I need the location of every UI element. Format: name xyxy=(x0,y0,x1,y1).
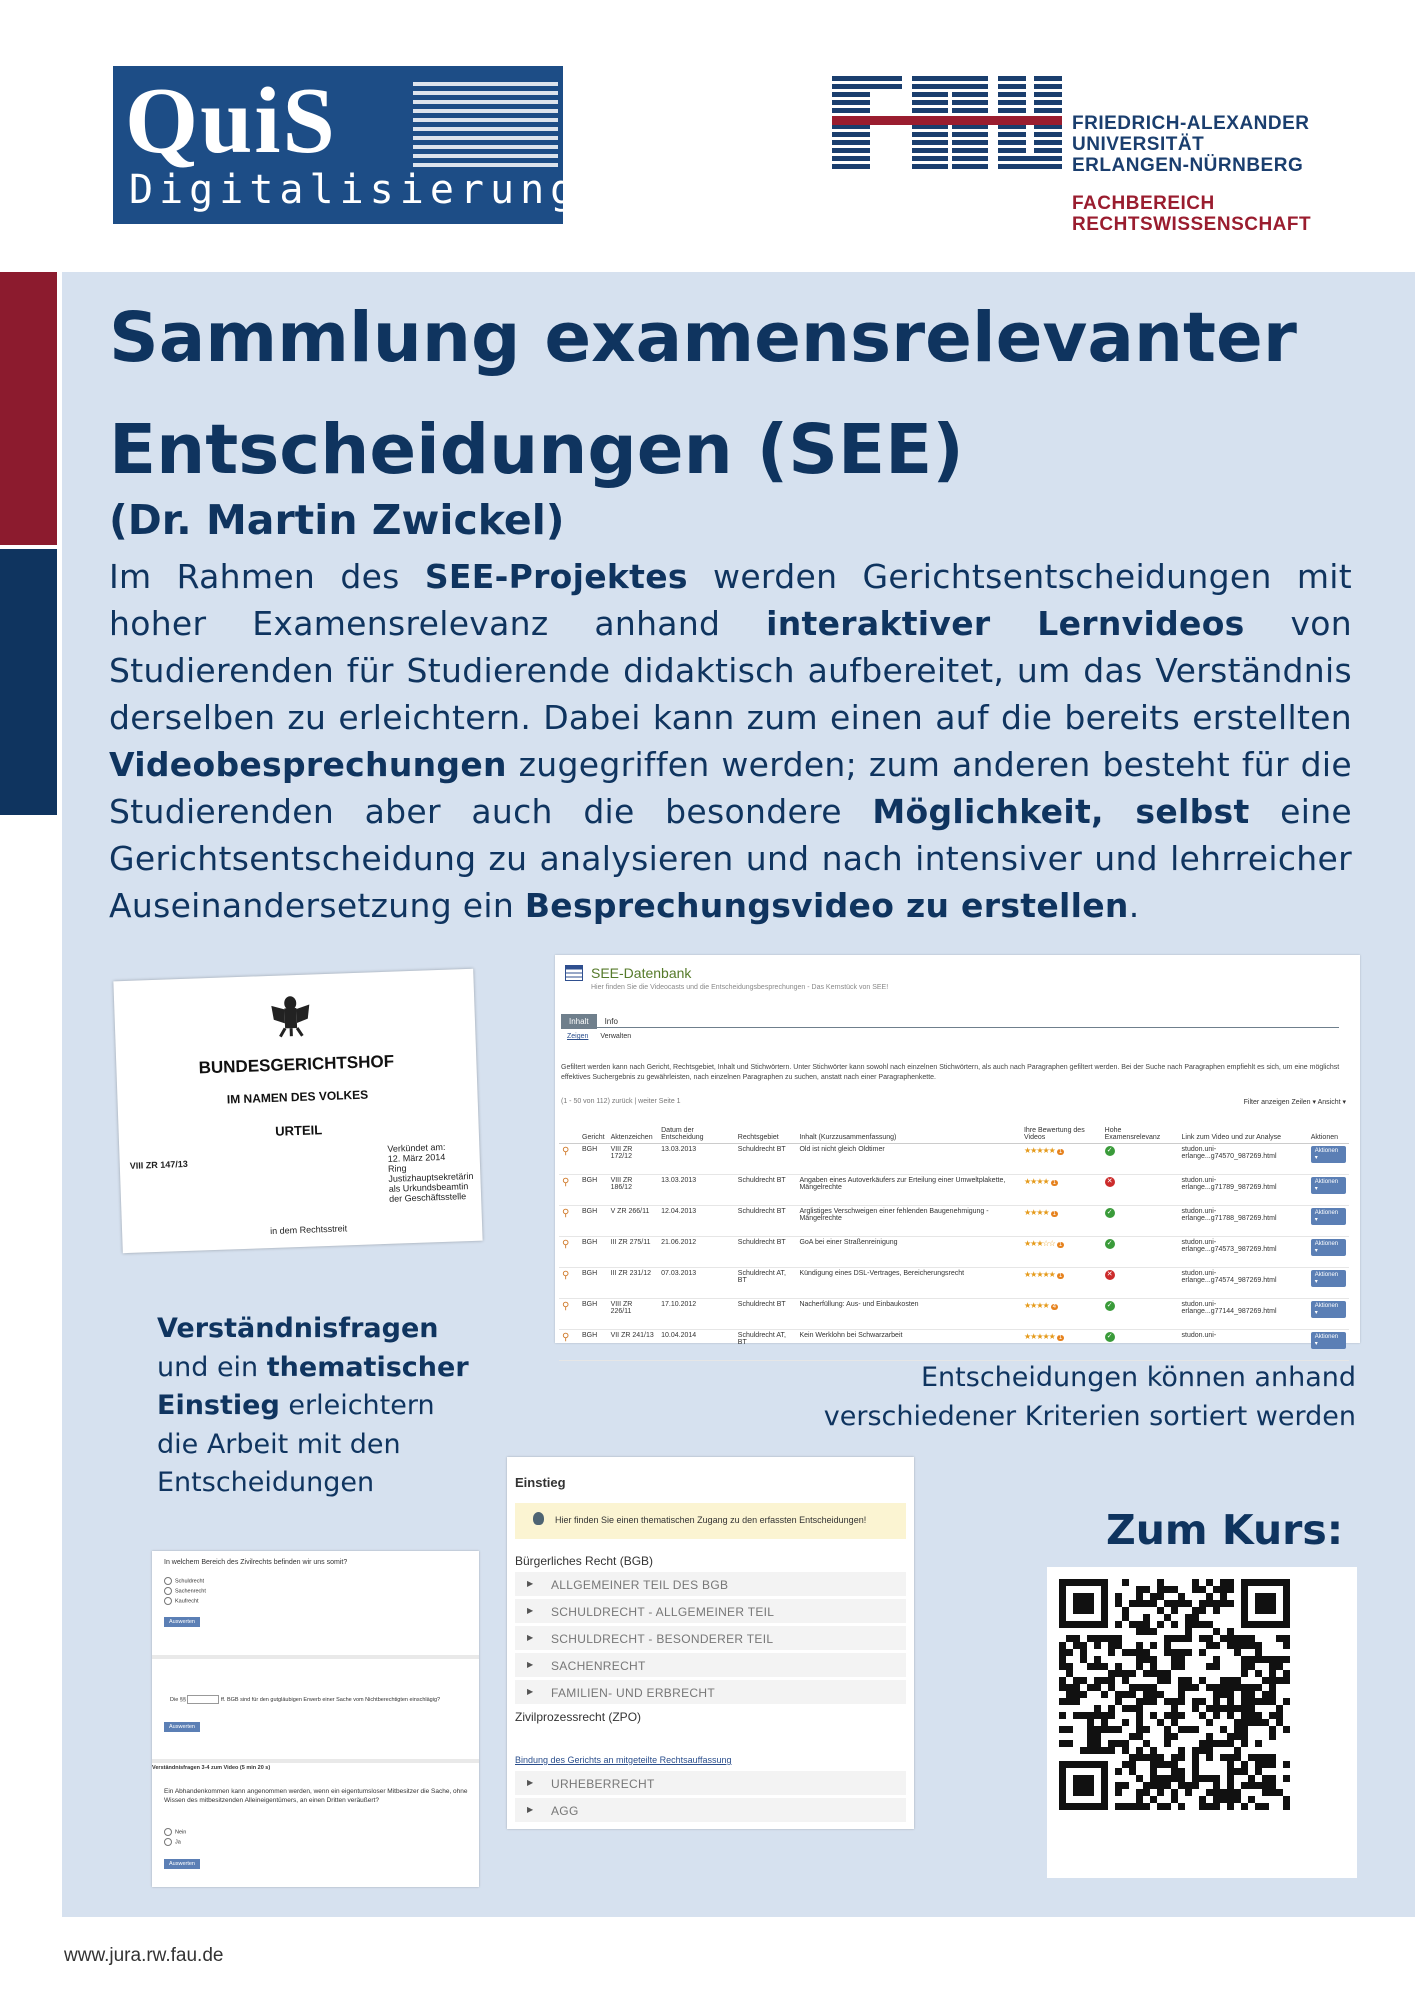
quiz-screenshot xyxy=(152,1551,479,1887)
table-row[interactable] xyxy=(559,1144,1349,1175)
rating-stars[interactable]: ★★★★★ xyxy=(1023,1270,1055,1279)
cell-aktenzeichen: III ZR 275/11 xyxy=(608,1237,659,1268)
bgh-rechtsstreit: in dem Rechtsstreit xyxy=(269,1223,348,1237)
einstieg-item-label: URHEBERRECHT xyxy=(551,1777,655,1791)
quiz-question: In welchem Bereich des Zivilrechts befinden wir uns somit? xyxy=(164,1559,348,1566)
aktionen-dropdown-button[interactable]: Aktionen ▾ xyxy=(1311,1239,1346,1256)
bgh-urteil: URTEIL xyxy=(274,1122,323,1139)
magnifier-icon[interactable]: ⚲ xyxy=(559,1330,579,1361)
check-circle-icon: ✓ xyxy=(1105,1208,1115,1218)
quis-logo-wordmark: QuiS xyxy=(125,69,337,173)
quiz-submit-button[interactable]: Auswerten xyxy=(164,1722,200,1732)
magnifier-icon[interactable]: ⚲ xyxy=(559,1175,579,1206)
cell-inhalt: Old ist nicht gleich Oldtimer xyxy=(796,1144,1021,1175)
col-inhalt[interactable]: Inhalt (Kurzzusammenfassung) xyxy=(796,1113,1021,1144)
see-db-pager[interactable]: (1 - 50 von 112) zurück | weiter Seite 1 xyxy=(561,1098,681,1105)
intro-bold: Möglichkeit, selbst xyxy=(872,792,1250,831)
verstaendnis-caption xyxy=(157,1310,469,1503)
cell-inhalt: GoA bei einer Straßenreinigung xyxy=(796,1237,1021,1268)
cell-aktionen xyxy=(1308,1299,1349,1330)
tab-inhalt[interactable]: Inhalt xyxy=(561,1014,597,1029)
cell-inhalt: Arglistiges Verschweigen einer fehlenden Baugenehmigung - Mängelrechte xyxy=(796,1206,1021,1237)
bgh-court-name: BUNDESGERICHTSHOF xyxy=(198,1051,395,1078)
cell-link[interactable]: studon.uni-erlange...g74570_987269.html xyxy=(1179,1144,1308,1175)
zpo-link[interactable]: Bindung des Gerichts an mitgeteilte Rechtsauffassung xyxy=(515,1755,732,1765)
intro-bold: interaktiver Lernvideos xyxy=(766,604,1245,643)
verst-text: die Arbeit mit den xyxy=(157,1428,401,1460)
cell-aktionen xyxy=(1308,1268,1349,1299)
einstieg-item-label: SACHENRECHT xyxy=(551,1659,646,1673)
quiz-option[interactable]: Ja xyxy=(164,1838,181,1846)
rating-count-badge: 1 xyxy=(1058,1335,1063,1341)
quiz-section-heading: Verständnisfragen 3-4 zum Video (5 min 20 s) xyxy=(152,1765,271,1771)
quiz-question xyxy=(170,1695,470,1704)
col-examensrelevanz[interactable]: Hohe Examensrelevanz xyxy=(1102,1113,1179,1144)
magnifier-icon[interactable]: ⚲ xyxy=(559,1144,579,1175)
fau-logo xyxy=(832,76,1062,172)
cell-link[interactable]: studon.uni-erlange...g77144_987269.html xyxy=(1179,1299,1308,1330)
accent-bar-red xyxy=(0,272,57,545)
col-link[interactable]: Link zum Video und zur Analyse xyxy=(1179,1113,1308,1144)
aktionen-dropdown-button[interactable]: Aktionen ▾ xyxy=(1311,1177,1346,1194)
intro-paragraph xyxy=(109,553,1352,929)
cell-datum: 17.10.2012 xyxy=(658,1299,735,1330)
cell-rechtsgebiet: Schuldrecht BT xyxy=(735,1299,797,1330)
aktionen-dropdown-button[interactable]: Aktionen ▾ xyxy=(1311,1332,1346,1349)
sub-action-verwalten[interactable]: Verwalten xyxy=(600,1033,632,1040)
cell-gericht: BGH xyxy=(579,1237,608,1268)
quiz-submit-button[interactable]: Auswerten xyxy=(164,1617,200,1627)
magnifier-icon[interactable]: ⚲ xyxy=(559,1268,579,1299)
col-rechtsgebiet[interactable]: Rechtsgebiet xyxy=(735,1113,797,1144)
cell-gericht: BGH xyxy=(579,1175,608,1206)
cell-link[interactable]: studon.uni-erlange...g74574_987269.html xyxy=(1179,1268,1308,1299)
accent-bar-blue xyxy=(0,549,57,815)
author: (Dr. Martin Zwickel) xyxy=(109,496,565,544)
cell-inhalt: Kündigung eines DSL-Vertrages, Bereicherungsrecht xyxy=(796,1268,1021,1299)
einstieg-item[interactable] xyxy=(515,1653,906,1678)
fau-name-line: FRIEDRICH-ALEXANDER xyxy=(1072,113,1310,134)
fau-name-line: UNIVERSITÄT xyxy=(1072,134,1205,155)
rating-stars[interactable]: ★★★★ xyxy=(1023,1208,1049,1217)
verst-bold: Verständnisfragen xyxy=(157,1313,439,1344)
einstieg-item[interactable] xyxy=(515,1572,906,1597)
quiz-option[interactable]: Kaufrecht xyxy=(164,1597,199,1605)
cell-link[interactable]: studon.uni-erlange...g71789_987269.html xyxy=(1179,1175,1308,1206)
cell-datum: 13.03.2013 xyxy=(658,1144,735,1175)
sort-caption-line: Entscheidungen können anhand xyxy=(921,1362,1356,1393)
fau-letter-f-top xyxy=(832,76,902,90)
intro-text: zugegriffen werden; zum anderen besteht für die Studierenden aber auch die besondere xyxy=(109,745,1352,831)
rating-count-badge: 1 xyxy=(1058,1273,1063,1279)
check-circle-icon: ✓ xyxy=(1105,1146,1115,1156)
fau-letter-u-bottom xyxy=(998,156,1062,172)
sort-caption xyxy=(820,1358,1356,1436)
quiz-q2-pre: Die §§ xyxy=(170,1696,186,1703)
fau-red-band xyxy=(832,116,1062,125)
rating-count-badge: 1 xyxy=(1058,1242,1063,1248)
cell-datum: 13.03.2013 xyxy=(658,1175,735,1206)
cell-aktenzeichen: VIII ZR 226/11 xyxy=(608,1299,659,1330)
einstieg-heading: Einstieg xyxy=(515,1475,566,1490)
bgh-verkuendet-line: als Urkundsbeamtin xyxy=(388,1181,469,1194)
aktionen-dropdown-button[interactable]: Aktionen ▾ xyxy=(1311,1146,1346,1163)
table-row[interactable] xyxy=(559,1206,1349,1237)
cell-bewertung xyxy=(1021,1206,1102,1237)
intro-text: eine Gerichtsentscheidung zu analysieren und nach intensiver und lehrreicher Auseinandersetzung ein xyxy=(109,792,1353,925)
caret-right-icon: ▶ xyxy=(527,1633,534,1642)
caret-right-icon: ▶ xyxy=(527,1805,534,1814)
cell-link[interactable]: studon.uni-erlange...g71788_987269.html xyxy=(1179,1206,1308,1237)
einstieg-hint-text: Hier finden Sie einen thematischen Zugang zu den erfassten Entscheidungen! xyxy=(555,1515,867,1525)
cell-aktenzeichen: III ZR 231/12 xyxy=(608,1268,659,1299)
einstieg-hint-box xyxy=(515,1503,906,1539)
magnifier-icon[interactable]: ⚲ xyxy=(559,1237,579,1268)
cell-examensrelevanz xyxy=(1102,1330,1179,1361)
cell-bewertung xyxy=(1021,1299,1102,1330)
cell-rechtsgebiet: Schuldrecht BT xyxy=(735,1144,797,1175)
tab-info[interactable]: Info xyxy=(604,1017,618,1026)
cell-aktionen xyxy=(1308,1206,1349,1237)
verst-bold: Einstieg xyxy=(157,1390,280,1421)
cell-aktionen xyxy=(1308,1330,1349,1361)
bgh-volk: IM NAMEN DES VOLKES xyxy=(226,1087,369,1107)
einstieg-item[interactable] xyxy=(515,1771,906,1796)
rating-stars[interactable]: ★★★★ xyxy=(1023,1177,1049,1186)
caret-right-icon: ▶ xyxy=(527,1687,534,1696)
fau-university-name xyxy=(1072,113,1310,176)
intro-bold: SEE-Projektes xyxy=(424,557,688,596)
cell-rechtsgebiet: Schuldrecht BT xyxy=(735,1237,797,1268)
einstieg-item[interactable] xyxy=(515,1599,906,1624)
qr-code-icon xyxy=(1047,1567,1357,1878)
title-line: Entscheidungen (SEE) xyxy=(109,410,964,490)
quiz-separator xyxy=(152,1655,479,1659)
col-aktenzeichen[interactable]: Aktenzeichen xyxy=(608,1113,659,1144)
verst-text: und ein xyxy=(157,1351,267,1383)
col-gericht[interactable]: Gericht xyxy=(579,1113,608,1144)
cell-gericht: BGH xyxy=(579,1299,608,1330)
intro-text: werden Gerichtsentscheidungen mit hoher Examensrelevanz anhand xyxy=(109,557,1352,643)
cell-aktenzeichen: V ZR 266/11 xyxy=(608,1206,659,1237)
bgh-aktenzeichen: VIII ZR 147/13 xyxy=(129,1158,188,1171)
cell-aktenzeichen: VII ZR 241/13 xyxy=(608,1330,659,1361)
rating-stars[interactable]: ★★★★ xyxy=(1023,1301,1049,1310)
magnifier-icon[interactable]: ⚲ xyxy=(559,1299,579,1330)
table-row[interactable] xyxy=(559,1175,1349,1206)
cell-inhalt: Nacherfüllung: Aus- und Einbaukosten xyxy=(796,1299,1021,1330)
see-db-subtitle: Hier finden Sie die Videocasts und die Entscheidungsbesprechungen - Das Kernstück von SEE! xyxy=(591,984,889,991)
cell-examensrelevanz xyxy=(1102,1268,1179,1299)
einstieg-item[interactable] xyxy=(515,1798,906,1823)
category-zpo: Zivilprozessrecht (ZPO) xyxy=(515,1710,642,1724)
see-db-tabs xyxy=(561,1011,626,1027)
col-aktionen: Aktionen xyxy=(1308,1113,1349,1144)
see-db-filter-info: Gefiltert werden kann nach Gericht, Rechtsgebiet, Inhalt und Stichwörtern. Unter Stichwörter kann sowohl nach einzelnen Stichwörtern, als auch nach Paragraphen gefiltert werden. Bei der Suche nach Paragraphen empfiehlt es sich, um eine möglichst effektives Suchergebnis zu gewährleisten, nach einzelnen Paragraphen zu suchen, anstatt nach einer Paragraphenkette. xyxy=(561,1064,1340,1081)
bgh-judgment-document xyxy=(113,969,482,1253)
caret-right-icon: ▶ xyxy=(527,1606,534,1615)
fau-name-line: ERLANGEN-NÜRNBERG xyxy=(1072,155,1304,176)
caret-right-icon: ▶ xyxy=(527,1579,534,1588)
cell-aktenzeichen: VIII ZR 186/12 xyxy=(608,1175,659,1206)
intro-text: Im Rahmen des xyxy=(109,557,425,596)
table-row[interactable] xyxy=(559,1299,1349,1330)
see-db-sub-actions xyxy=(567,1033,641,1040)
table-row[interactable] xyxy=(559,1268,1349,1299)
bgh-verkuendet-line: Ring xyxy=(387,1163,407,1174)
quis-digitalisierung-logo xyxy=(113,66,581,224)
title-line: Sammlung examensrelevanter xyxy=(109,298,1297,378)
aktionen-dropdown-button[interactable]: Aktionen ▾ xyxy=(1311,1270,1346,1287)
verst-bold: thematischer xyxy=(266,1351,469,1383)
cell-examensrelevanz xyxy=(1102,1237,1179,1268)
cell-examensrelevanz xyxy=(1102,1144,1179,1175)
lightbulb-icon xyxy=(533,1512,544,1525)
fau-dept-line: FACHBEREICH xyxy=(1072,193,1215,214)
cell-aktionen xyxy=(1308,1175,1349,1206)
sort-caption-line: verschiedener Kriterien sortiert werden xyxy=(823,1401,1356,1432)
cell-bewertung xyxy=(1021,1237,1102,1268)
cell-inhalt: Angaben eines Autoverkäufers zur Erteilung einer Umweltplakette, Mängelrechte xyxy=(796,1175,1021,1206)
cell-datum: 10.04.2014 xyxy=(658,1330,735,1361)
quiz-blank-input[interactable] xyxy=(187,1695,219,1704)
cell-datum: 07.03.2013 xyxy=(658,1268,735,1299)
cell-link[interactable]: studon.uni-erlange...g74573_987269.html xyxy=(1179,1237,1308,1268)
check-circle-icon: ✓ xyxy=(1105,1239,1115,1249)
see-db-title: SEE-Datenbank xyxy=(591,965,692,981)
rating-stars[interactable]: ★★★☆☆ xyxy=(1023,1239,1055,1248)
cell-rechtsgebiet: Schuldrecht AT, BT xyxy=(735,1330,797,1361)
einstieg-item-label: FAMILIEN- UND ERBRECHT xyxy=(551,1686,715,1700)
caret-right-icon: ▶ xyxy=(527,1778,534,1787)
quiz-q2-post: ff. BGB sind für den gutgläubigen Erwerb einer Sache vom Nichtberechtigten einschlägig? xyxy=(220,1696,441,1703)
fau-department-name xyxy=(1072,193,1311,235)
bgh-verkuendet-line: 12. März 2014 xyxy=(387,1151,446,1164)
table-header-row xyxy=(559,1113,1349,1144)
qr-finder-pattern xyxy=(1059,1761,1108,1810)
tab-rule xyxy=(561,1027,1339,1028)
rating-count-badge: 4 xyxy=(1052,1304,1057,1310)
cell-link[interactable]: studon.uni- xyxy=(1179,1330,1308,1361)
bgh-verkuendet-line: der Geschäftsstelle xyxy=(388,1191,467,1204)
cell-datum: 12.04.2013 xyxy=(658,1206,735,1237)
fau-dept-line: RECHTSWISSENSCHAFT xyxy=(1072,214,1312,235)
cell-aktionen xyxy=(1308,1144,1349,1175)
cell-gericht: BGH xyxy=(579,1330,608,1361)
cell-bewertung xyxy=(1021,1175,1102,1206)
rating-stars[interactable]: ★★★★★ xyxy=(1023,1332,1055,1341)
sub-action-zeigen[interactable]: Zeigen xyxy=(567,1033,589,1040)
cell-examensrelevanz xyxy=(1102,1299,1179,1330)
caret-right-icon: ▶ xyxy=(527,1660,534,1669)
einstieg-item-label: AGG xyxy=(551,1804,579,1818)
einstieg-item-label: SCHULDRECHT - ALLGEMEINER TEIL xyxy=(551,1605,775,1619)
quiz-submit-button[interactable]: Auswerten xyxy=(164,1859,200,1869)
cross-circle-icon: ✕ xyxy=(1105,1177,1115,1187)
aktionen-dropdown-button[interactable]: Aktionen ▾ xyxy=(1311,1208,1346,1225)
cross-circle-icon: ✕ xyxy=(1105,1270,1115,1280)
bgh-verkuendet xyxy=(387,1141,474,1204)
category-bgb: Bürgerliches Recht (BGB) xyxy=(515,1554,654,1568)
cell-bewertung xyxy=(1021,1144,1102,1175)
intro-bold: Besprechungsvideo zu erstellen xyxy=(524,886,1129,925)
col-datum[interactable]: Datum der Entscheidung xyxy=(658,1113,735,1144)
cell-rechtsgebiet: Schuldrecht BT xyxy=(735,1175,797,1206)
rating-count-badge: 1 xyxy=(1058,1149,1063,1155)
zum-kurs-heading: Zum Kurs: xyxy=(1106,1506,1344,1554)
intro-text: von Studierenden für Studierende didaktisch aufbereitet, um das Verständnis derselben zu erleichtern. Dabei kann zum einen auf die bereits erstellten xyxy=(109,604,1352,737)
quis-logo-subtitle: Digitalisierung xyxy=(129,167,581,213)
table-row[interactable] xyxy=(559,1330,1349,1361)
cell-rechtsgebiet: Schuldrecht BT xyxy=(735,1206,797,1237)
cell-datum: 21.06.2012 xyxy=(658,1237,735,1268)
cell-inhalt: Kein Werklohn bei Schwarzarbeit xyxy=(796,1330,1021,1361)
federal-eagle-icon xyxy=(269,992,313,1037)
check-circle-icon: ✓ xyxy=(1105,1301,1115,1311)
einstieg-item-label: ALLGEMEINER TEIL DES BGB xyxy=(551,1578,729,1592)
see-db-table-body xyxy=(559,1144,1349,1361)
table-row[interactable] xyxy=(559,1237,1349,1268)
qr-finder-pattern xyxy=(1241,1579,1290,1628)
aktionen-dropdown-button[interactable]: Aktionen ▾ xyxy=(1311,1301,1346,1318)
check-circle-icon: ✓ xyxy=(1105,1332,1115,1342)
einstieg-panel xyxy=(507,1457,914,1829)
rating-count-badge: 1 xyxy=(1052,1211,1057,1217)
footer-url[interactable]: www.jura.rw.fau.de xyxy=(64,1945,224,1966)
see-db-view-options[interactable]: Filter anzeigen Zeilen ▾ Ansicht ▾ xyxy=(1243,1099,1346,1106)
einstieg-item[interactable] xyxy=(515,1626,906,1651)
bgh-verkuendet-line: Justizhauptsekretärin xyxy=(388,1170,474,1184)
see-database-screenshot xyxy=(555,955,1360,1347)
cell-gericht: BGH xyxy=(579,1206,608,1237)
quiz-question: Ein Abhandenkommen kann angenommen werden, wenn ein eigentumsloser Mitbesitzer die Sache, ohne Wissen des mitbesitzenden Alleineigentümers, an einen Dritten veräußert? xyxy=(164,1788,468,1804)
cell-aktionen xyxy=(1308,1237,1349,1268)
einstieg-item-label: SCHULDRECHT - BESONDERER TEIL xyxy=(551,1632,774,1646)
cell-gericht: BGH xyxy=(579,1268,608,1299)
cell-rechtsgebiet: Schuldrecht AT, BT xyxy=(735,1268,797,1299)
cell-aktenzeichen: VIII ZR 172/12 xyxy=(608,1144,659,1175)
col-bewertung[interactable]: Ihre Bewertung des Videos xyxy=(1021,1113,1102,1144)
verst-text: erleichtern xyxy=(279,1390,435,1421)
cell-examensrelevanz xyxy=(1102,1206,1179,1237)
qr-finder-pattern xyxy=(1059,1579,1108,1628)
quiz-option[interactable]: Sachenrecht xyxy=(164,1587,206,1595)
intro-bold: Videobesprechungen xyxy=(109,745,507,784)
rating-stars[interactable]: ★★★★★ xyxy=(1023,1146,1055,1155)
einstieg-item[interactable] xyxy=(515,1680,906,1705)
col-icon xyxy=(559,1113,579,1144)
intro-text: . xyxy=(1128,886,1140,925)
database-table-icon xyxy=(565,965,583,981)
course-qr-code[interactable] xyxy=(1047,1567,1357,1878)
bgh-verkuendet-line: Verkündet am: xyxy=(387,1141,446,1154)
cell-examensrelevanz xyxy=(1102,1175,1179,1206)
rating-count-badge: 1 xyxy=(1052,1180,1057,1186)
page-title xyxy=(109,282,1359,506)
logo-stripe-pattern xyxy=(413,82,558,172)
quiz-option[interactable]: Nein xyxy=(164,1828,186,1836)
quiz-option[interactable]: Schuldrecht xyxy=(164,1577,204,1585)
cell-bewertung xyxy=(1021,1268,1102,1299)
cell-bewertung xyxy=(1021,1330,1102,1361)
quiz-separator xyxy=(152,1759,479,1763)
verst-text: Entscheidungen xyxy=(157,1467,375,1498)
see-db-table xyxy=(559,1113,1349,1361)
cell-gericht: BGH xyxy=(579,1144,608,1175)
magnifier-icon[interactable]: ⚲ xyxy=(559,1206,579,1237)
